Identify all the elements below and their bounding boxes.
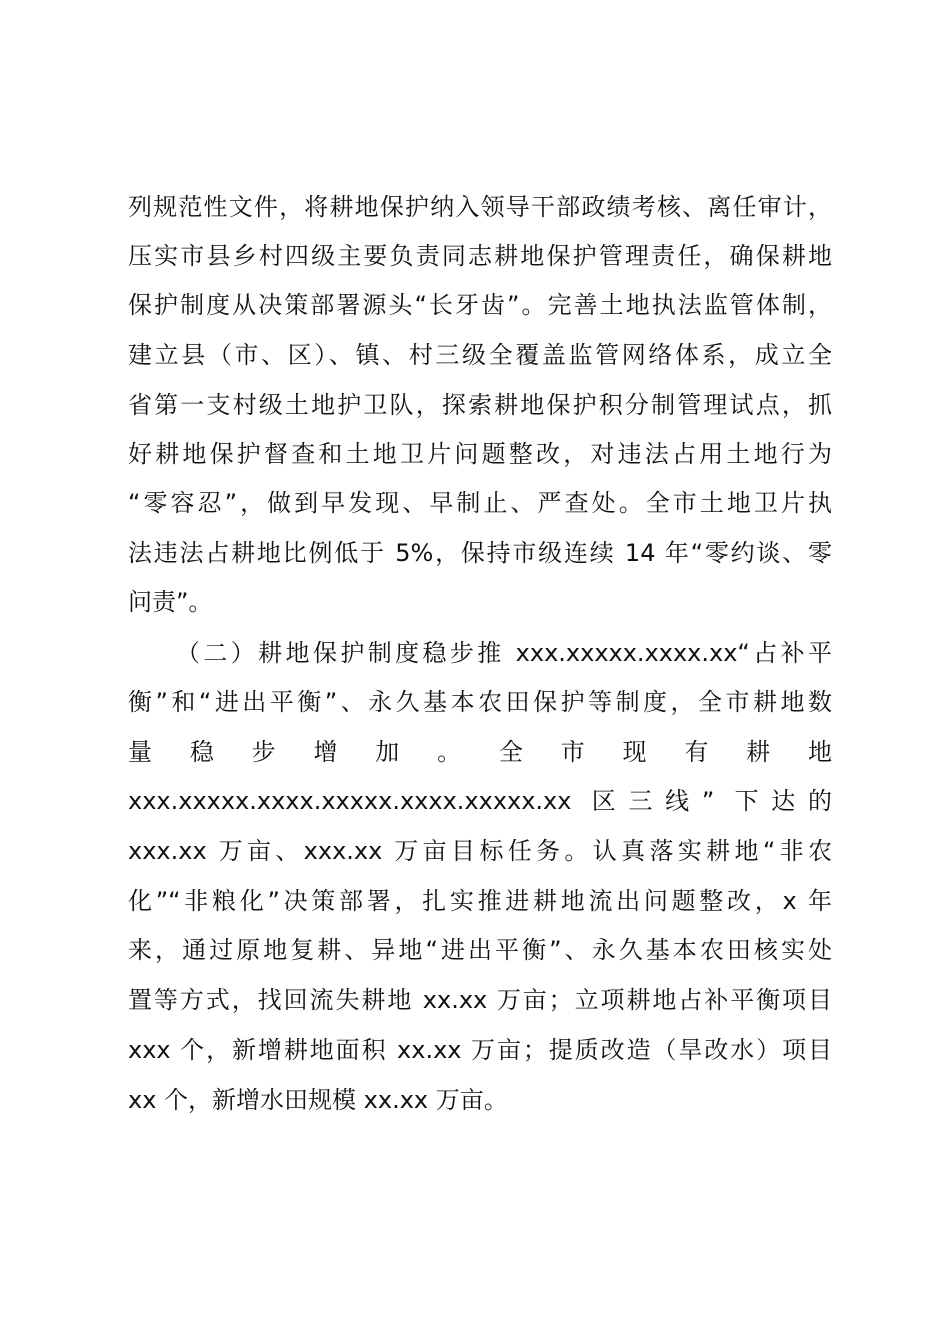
paragraph-2-line-9: xxx 个，新增耕地面积 xx.xx 万亩；提质改造（旱改水）项目 <box>128 1036 832 1064</box>
paragraph-1-line-7: “零容忍”，做到早发现、早制止、严查处。全市土地卫片执 <box>128 489 832 517</box>
paragraph-2-line-1: （二）耕地保护制度稳步推 xxx.xxxxx.xxxx.xx“占补平 <box>176 639 832 667</box>
paragraph-1-line-4: 建立县（市、区）、镇、村三级全覆盖监管网络体系，成立全 <box>128 341 832 369</box>
paragraph-1-line-1: 列规范性文件，将耕地保护纳入领导干部政绩考核、离任审计， <box>128 193 832 221</box>
paragraph-2-line-6: 化”“非粮化”决策部署，扎实推进耕地流出问题整改，x 年 <box>128 887 832 915</box>
paragraph-2-line-10: xx 个，新增水田规模 xx.xx 万亩。 <box>128 1086 508 1114</box>
paragraph-1-line-8: 法违法占耕地比例低于 5%，保持市级连续 14 年“零约谈、零 <box>128 539 832 567</box>
paragraph-2-line-3: 量稳步增加。全市现有耕地 <box>128 738 832 766</box>
paragraph-1-line-3: 保护制度从决策部署源头“长牙齿”。完善土地执法监管体制， <box>128 291 832 319</box>
paragraph-2-line-4: xxx.xxxxx.xxxx.xxxxx.xxxx.xxxxx.xx 区三线” 下达的 <box>128 787 832 815</box>
paragraph-2-line-2: 衡”和“进出平衡”、永久基本农田保护等制度，全市耕地数 <box>128 688 832 716</box>
paragraph-1-line-9: 问责”。 <box>128 588 213 616</box>
paragraph-2-line-5: xxx.xx 万亩、xxx.xx 万亩目标任务。认真落实耕地“非农 <box>128 837 832 865</box>
paragraph-1-line-5: 省第一支村级土地护卫队，探索耕地保护积分制管理试点，抓 <box>128 391 832 419</box>
paragraph-1-line-6: 好耕地保护督查和土地卫片问题整改，对违法占用土地行为 <box>128 440 832 468</box>
paragraph-1-line-2: 压实市县乡村四级主要负责同志耕地保护管理责任，确保耕地 <box>128 242 832 270</box>
paragraph-2-line-7: 来，通过原地复耕、异地“进出平衡”、永久基本农田核实处 <box>128 936 832 964</box>
paragraph-2-line-8: 置等方式，找回流失耕地 xx.xx 万亩；立项耕地占补平衡项目 <box>128 986 832 1014</box>
